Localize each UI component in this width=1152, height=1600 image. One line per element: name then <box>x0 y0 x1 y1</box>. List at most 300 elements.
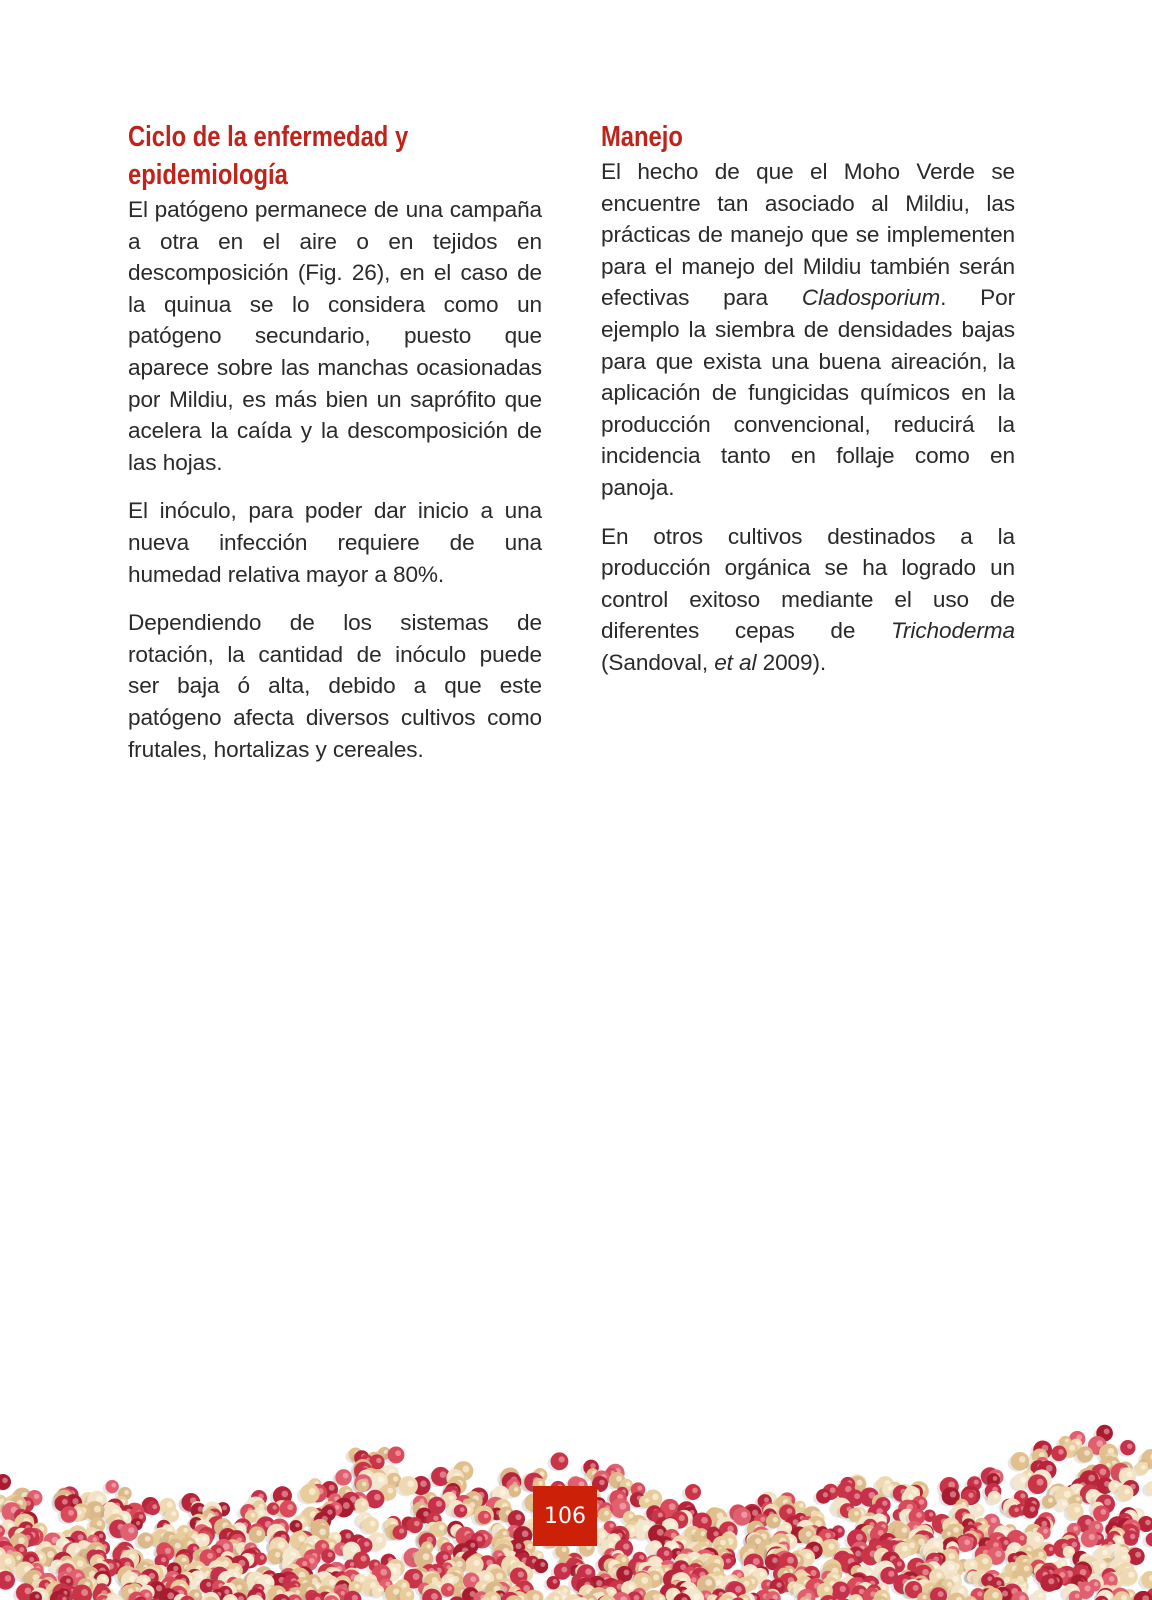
grain-highlight <box>977 1507 982 1512</box>
grain-highlight <box>823 1492 828 1497</box>
grain-highlight <box>329 1579 335 1585</box>
section-heading-management <box>601 118 940 156</box>
grain-highlight <box>77 1560 84 1567</box>
citation-et-al: et al <box>714 649 757 675</box>
grain-highlight <box>470 1543 475 1548</box>
grain-highlight <box>167 1592 174 1599</box>
grain-highlight <box>856 1534 863 1541</box>
grain-highlight <box>609 1523 613 1527</box>
grain-highlight <box>919 1499 924 1504</box>
grain-highlight <box>145 1536 151 1542</box>
grain-highlight <box>399 1528 404 1533</box>
grain-highlight <box>626 1482 631 1487</box>
grain-highlight <box>376 1536 383 1543</box>
grain-highlight <box>995 1551 1001 1557</box>
grain-highlight <box>888 1571 894 1577</box>
grain-highlight <box>462 1466 469 1473</box>
grain-highlight <box>1075 1594 1080 1599</box>
grain-highlight <box>1019 1456 1026 1463</box>
heading-line: epidemiología <box>128 159 288 191</box>
grain-highlight <box>1002 1591 1008 1597</box>
grain-highlight <box>456 1561 462 1567</box>
grain-highlight <box>1141 1465 1146 1470</box>
grain-highlight <box>374 1494 381 1501</box>
grain-highlight <box>1084 1450 1090 1456</box>
grain-highlight <box>669 1503 676 1510</box>
grain-highlight <box>68 1510 74 1516</box>
grain-highlight <box>93 1537 97 1541</box>
grain-highlight <box>256 1530 262 1536</box>
grain-highlight <box>720 1540 726 1546</box>
grain-highlight <box>94 1506 101 1513</box>
text-run: En otros cultivos destinados a la producción orgánica se ha logrado un control exitoso mediante el uso de diferentes cepas de <box>601 523 1015 644</box>
grain-highlight <box>360 1577 365 1582</box>
grain-highlight <box>1114 1483 1118 1487</box>
grain-highlight <box>5 1575 12 1582</box>
grain-highlight <box>302 1561 307 1566</box>
grain-highlight <box>882 1585 887 1590</box>
grain-highlight <box>34 1494 40 1500</box>
grain-highlight <box>553 1579 558 1584</box>
grain-highlight <box>1046 1465 1053 1472</box>
grain-highlight <box>431 1593 438 1600</box>
grain-highlight <box>194 1593 199 1598</box>
grain-highlight <box>376 1458 381 1463</box>
grain-highlight <box>737 1572 741 1576</box>
grain-highlight <box>1048 1498 1053 1503</box>
grain-highlight <box>970 1562 975 1567</box>
grain-highlight <box>630 1527 634 1531</box>
grain-highlight <box>433 1516 438 1521</box>
grain-highlight <box>370 1520 376 1526</box>
grain-highlight <box>251 1513 256 1518</box>
grain-highlight <box>679 1515 685 1521</box>
grain-highlight <box>563 1588 568 1593</box>
grain-highlight <box>393 1476 398 1481</box>
grain-highlight <box>447 1545 452 1550</box>
grain-highlight <box>701 1517 708 1524</box>
grain-highlight <box>538 1481 542 1485</box>
grain-highlight <box>1043 1529 1048 1534</box>
grain-highlight <box>1099 1468 1106 1475</box>
grain-highlight <box>364 1541 369 1546</box>
grain-highlight <box>272 1505 276 1509</box>
grain-highlight <box>281 1491 288 1498</box>
grain-highlight <box>950 1491 956 1497</box>
grain-highlight <box>1128 1572 1134 1578</box>
right-column <box>601 118 1015 696</box>
grain-highlight <box>830 1487 836 1493</box>
grain-highlight <box>824 1586 830 1592</box>
grain-highlight <box>47 1551 54 1558</box>
grain-highlight <box>764 1497 769 1502</box>
grain-highlight <box>805 1553 811 1559</box>
grain-highlight <box>1089 1534 1095 1540</box>
grain-highlight <box>460 1507 465 1512</box>
grain-highlight <box>744 1581 750 1587</box>
grain-highlight <box>341 1591 345 1595</box>
grain-highlight <box>350 1562 354 1566</box>
grain-highlight <box>902 1527 908 1533</box>
grain-highlight <box>1020 1493 1025 1498</box>
grain-highlight <box>1127 1443 1132 1448</box>
grain-highlight <box>329 1485 335 1491</box>
grain-highlight <box>81 1589 88 1596</box>
grain-highlight <box>641 1577 648 1584</box>
grain-highlight <box>916 1512 922 1518</box>
grain-highlight <box>1073 1526 1078 1531</box>
grain-highlight <box>527 1544 532 1549</box>
grain-highlight <box>974 1480 979 1485</box>
grain-highlight <box>97 1521 102 1526</box>
grain-highlight <box>406 1591 411 1596</box>
grain-highlight <box>922 1595 926 1599</box>
grain-highlight <box>216 1548 221 1553</box>
text-run: El hecho de que el Moho Verde se encuentre tan asociado al Mildiu, las prácticas de manejo que se implementen para el manejo del Mildiu también serán efectivas para <box>601 159 1015 311</box>
grain-highlight <box>8 1523 13 1528</box>
grain-highlight <box>1104 1429 1110 1435</box>
grain-highlight <box>496 1573 503 1580</box>
grain-highlight <box>991 1517 997 1523</box>
grain-highlight <box>355 1584 360 1589</box>
grain-highlight <box>319 1529 326 1536</box>
grain-highlight <box>799 1503 803 1507</box>
grain-highlight <box>407 1480 414 1487</box>
grain-highlight <box>787 1508 793 1514</box>
grain-highlight <box>470 1576 476 1582</box>
grain-highlight <box>1049 1547 1053 1551</box>
grain-highlight <box>1104 1499 1111 1506</box>
grain-highlight <box>806 1531 812 1537</box>
grain-highlight <box>343 1502 350 1509</box>
grain-highlight <box>334 1535 339 1540</box>
grain-highlight <box>1085 1585 1091 1591</box>
grain-highlight <box>516 1514 522 1520</box>
grain-highlight <box>1069 1445 1075 1451</box>
heading-line: Ciclo de la enfermedad y <box>128 121 409 153</box>
grain-highlight <box>96 1495 103 1502</box>
grain-highlight <box>345 1533 351 1539</box>
grain-highlight <box>1020 1536 1025 1541</box>
grain-highlight <box>500 1490 506 1496</box>
grain-highlight <box>811 1570 817 1576</box>
grain-highlight <box>1095 1524 1100 1529</box>
grain-highlight <box>1062 1502 1066 1506</box>
grain-highlight <box>610 1589 614 1593</box>
grain-highlight <box>1058 1449 1063 1454</box>
grain-highlight <box>152 1504 157 1509</box>
grain-highlight <box>773 1517 778 1522</box>
grain-highlight <box>167 1502 173 1508</box>
grain-highlight <box>838 1528 842 1532</box>
grain-highlight <box>947 1531 951 1535</box>
grain-highlight <box>173 1566 178 1571</box>
grain-highlight <box>1039 1593 1044 1598</box>
grain-highlight <box>207 1553 213 1559</box>
grain-highlight <box>993 1476 998 1481</box>
grain-highlight <box>599 1532 605 1538</box>
grain-highlight <box>840 1586 846 1592</box>
grain-highlight <box>623 1543 629 1549</box>
grain-highlight <box>77 1510 82 1515</box>
grain-highlight <box>741 1512 747 1518</box>
grain-highlight <box>616 1476 622 1482</box>
grain-highlight <box>72 1498 78 1504</box>
paragraph <box>601 521 1015 679</box>
grain-highlight <box>1100 1563 1105 1568</box>
species-name: Cladosporium <box>801 285 941 311</box>
grain-highlight <box>439 1525 445 1531</box>
grain-highlight <box>713 1531 718 1536</box>
grain-highlight <box>5 1558 12 1565</box>
grain-highlight <box>362 1482 367 1487</box>
grain-highlight <box>882 1500 887 1505</box>
grain-highlight <box>518 1571 524 1577</box>
grain-highlight <box>1068 1549 1072 1553</box>
grain-highlight <box>165 1548 171 1554</box>
grain-highlight <box>540 1562 545 1567</box>
grain-highlight <box>351 1546 357 1552</box>
grain-highlight <box>759 1571 764 1576</box>
grain-highlight <box>503 1531 507 1535</box>
grain-highlight <box>1096 1440 1103 1447</box>
grain-highlight <box>1037 1479 1044 1486</box>
grain-highlight <box>1102 1550 1108 1556</box>
grain-highlight <box>175 1543 181 1549</box>
grain-highlight <box>448 1577 454 1583</box>
grain-highlight <box>19 1547 24 1552</box>
grain-highlight <box>637 1486 642 1491</box>
grain-highlight <box>378 1476 384 1482</box>
left-column <box>128 118 542 782</box>
grain-highlight <box>343 1473 349 1479</box>
grain-highlight <box>427 1544 431 1548</box>
grain-highlight <box>1130 1534 1135 1539</box>
grain-highlight <box>669 1522 675 1528</box>
grain-highlight <box>621 1557 626 1562</box>
grain-highlight <box>857 1480 863 1486</box>
grain-highlight <box>664 1550 670 1556</box>
grain-highlight <box>908 1494 913 1499</box>
grain-highlight <box>705 1579 712 1586</box>
grain-highlight <box>599 1480 605 1486</box>
grain-highlight <box>936 1572 942 1578</box>
paragraph: El inóculo, para poder dar inicio a una nueva infección requiere de una humedad relativa mayor a 80%. <box>128 498 542 587</box>
grain-highlight <box>239 1526 244 1531</box>
grain-highlight <box>964 1539 970 1545</box>
grain-highlight <box>1038 1552 1044 1558</box>
grain-highlight <box>590 1463 595 1468</box>
grain-highlight <box>561 1567 567 1573</box>
species-name: Trichoderma <box>890 618 1015 644</box>
grain-highlight <box>295 1523 300 1528</box>
grain-highlight <box>16 1555 21 1560</box>
grain-highlight <box>652 1494 658 1500</box>
grain-highlight <box>477 1536 482 1541</box>
grain-highlight <box>787 1557 794 1564</box>
grain-highlight <box>321 1543 326 1548</box>
grain-highlight <box>929 1512 933 1516</box>
grain-highlight <box>1072 1542 1078 1548</box>
grain-highlight <box>624 1570 630 1576</box>
grain-highlight <box>391 1567 397 1573</box>
grain-highlight <box>1137 1511 1142 1516</box>
grain-highlight <box>1124 1489 1130 1495</box>
paragraph: El patógeno permanece de una campaña a otra en el aire o en tejidos en descomposición (Fig. 26), en el caso de la quinua se lo considera como un patógeno secundario, puesto que aparece sobre las manchas ocasionadas por Mildiu, es más bien un saprófito que acelera la caída y la descomposición de las hojas. <box>128 197 542 475</box>
grain-highlight <box>1101 1509 1107 1515</box>
grain-highlight <box>99 1534 103 1538</box>
grain-highlight <box>35 1594 39 1598</box>
grain-highlight <box>522 1530 529 1537</box>
grain-highlight <box>537 1553 541 1557</box>
grain-highlight <box>1109 1576 1115 1582</box>
grain-highlight <box>628 1584 634 1590</box>
heading-line: Manejo <box>601 121 683 153</box>
grain-highlight <box>1135 1552 1141 1558</box>
grain-highlight <box>361 1555 367 1561</box>
grain-highlight <box>1004 1540 1009 1545</box>
grain-highlight <box>1127 1471 1133 1477</box>
grain-highlight <box>474 1560 480 1566</box>
grain-highlight <box>259 1510 264 1515</box>
grain-highlight <box>414 1521 420 1527</box>
grain-highlight <box>224 1589 229 1594</box>
text-run: 2009). <box>756 649 827 675</box>
grain-highlight <box>828 1543 834 1549</box>
grain-highlight <box>1024 1566 1030 1572</box>
grain-highlight <box>413 1573 420 1580</box>
grain-highlight <box>1118 1538 1122 1542</box>
grain-highlight <box>361 1501 366 1506</box>
grain-highlight <box>161 1557 166 1562</box>
grain-highlight <box>692 1488 698 1494</box>
grain-highlight <box>785 1525 789 1529</box>
grain-highlight <box>2 1478 8 1484</box>
grain-highlight <box>484 1574 490 1580</box>
paragraph <box>601 156 1015 504</box>
grain-highlight <box>378 1588 382 1592</box>
grain-highlight <box>423 1553 430 1560</box>
grain-highlight <box>1064 1491 1071 1498</box>
grain-highlight <box>1145 1520 1151 1526</box>
grain-highlight <box>658 1513 663 1518</box>
grain-highlight <box>449 1495 454 1500</box>
grain-highlight <box>447 1586 452 1591</box>
grain-highlight <box>139 1514 144 1519</box>
grain-highlight <box>776 1582 781 1587</box>
grain-highlight <box>1030 1506 1035 1511</box>
grain-highlight <box>727 1526 734 1533</box>
grain-highlight <box>902 1546 908 1552</box>
grain-highlight <box>755 1538 761 1544</box>
grain-highlight <box>516 1543 522 1549</box>
grain-highlight <box>287 1504 293 1510</box>
grain-highlight <box>278 1542 285 1549</box>
grain-highlight <box>265 1578 271 1584</box>
grain-highlight <box>982 1558 988 1564</box>
grain-highlight <box>514 1487 519 1492</box>
grain-highlight <box>948 1481 955 1488</box>
grain-highlight <box>585 1568 592 1575</box>
grain-highlight <box>183 1528 188 1533</box>
text-run: (Sandoval, <box>601 649 715 675</box>
grain-highlight <box>854 1511 859 1516</box>
grain-highlight <box>888 1486 893 1491</box>
grain-highlight <box>994 1494 999 1499</box>
grain-highlight <box>18 1537 25 1544</box>
grain-highlight <box>156 1585 162 1591</box>
grain-highlight <box>29 1557 34 1562</box>
grain-highlight <box>420 1480 427 1487</box>
grain-highlight <box>952 1576 958 1582</box>
grain-highlight <box>143 1578 148 1583</box>
grain-highlight <box>1088 1475 1095 1482</box>
grain-highlight <box>619 1503 626 1510</box>
grain-highlight <box>559 1456 565 1462</box>
grain-highlight <box>854 1493 860 1499</box>
grain-highlight <box>484 1514 489 1519</box>
grain-highlight <box>380 1569 387 1576</box>
grain-highlight <box>897 1561 902 1566</box>
grain-highlight <box>395 1450 401 1456</box>
grain-highlight <box>102 1577 106 1581</box>
grain-highlight <box>825 1533 831 1539</box>
grain-highlight <box>1034 1536 1040 1542</box>
grain-highlight <box>1014 1508 1019 1513</box>
grain-highlight <box>436 1501 442 1507</box>
grain-highlight <box>948 1564 954 1570</box>
grain-highlight <box>111 1483 116 1488</box>
grain-highlight <box>387 1488 393 1494</box>
grain-highlight <box>653 1574 659 1580</box>
grain-highlight <box>968 1493 973 1498</box>
grain-highlight <box>66 1578 71 1583</box>
grain-highlight <box>145 1593 150 1598</box>
grain-highlight <box>128 1527 134 1533</box>
grain-highlight <box>604 1511 609 1516</box>
grain-highlight <box>645 1498 650 1503</box>
grain-highlight <box>562 1547 567 1552</box>
grain-highlight <box>1061 1561 1065 1565</box>
grain-highlight <box>171 1511 176 1516</box>
text-run: . Por ejemplo la siembra de densidades bajas para que exista una buena aireación, la aplicación de fungicidas químicos en la producción convencional, reducirá la incidencia tanto en follaje como en panoja. <box>601 285 1016 500</box>
grain-highlight <box>62 1499 68 1505</box>
grain-highlight <box>1094 1582 1098 1586</box>
grain-highlight <box>1020 1477 1026 1483</box>
grain-highlight <box>938 1591 944 1597</box>
grain-highlight <box>654 1543 659 1548</box>
grain-highlight <box>996 1580 1001 1585</box>
grain-highlight <box>726 1558 731 1563</box>
grain-highlight <box>753 1558 760 1565</box>
grain-highlight <box>328 1552 333 1557</box>
paragraph: Dependiendo de los sistemas de rotación, la cantidad de inóculo puede ser baja ó alta, debido a que este patógeno afecta diversos cultivos como frutales, hortalizas y cereales. <box>128 610 542 762</box>
grain-highlight <box>309 1488 316 1495</box>
grain-highlight <box>1076 1497 1080 1501</box>
grain-highlight <box>78 1534 84 1540</box>
page-number: 106 <box>533 1486 597 1546</box>
grain-highlight <box>202 1536 207 1541</box>
grain-highlight <box>948 1553 955 1560</box>
grain-highlight <box>222 1505 227 1510</box>
grain-highlight <box>735 1586 742 1593</box>
grain-highlight <box>1074 1507 1080 1513</box>
grain-highlight <box>237 1584 242 1589</box>
grain-highlight <box>913 1585 919 1591</box>
grain-highlight <box>124 1490 129 1495</box>
grain-highlight <box>992 1592 999 1599</box>
grain-highlight <box>1048 1578 1054 1584</box>
